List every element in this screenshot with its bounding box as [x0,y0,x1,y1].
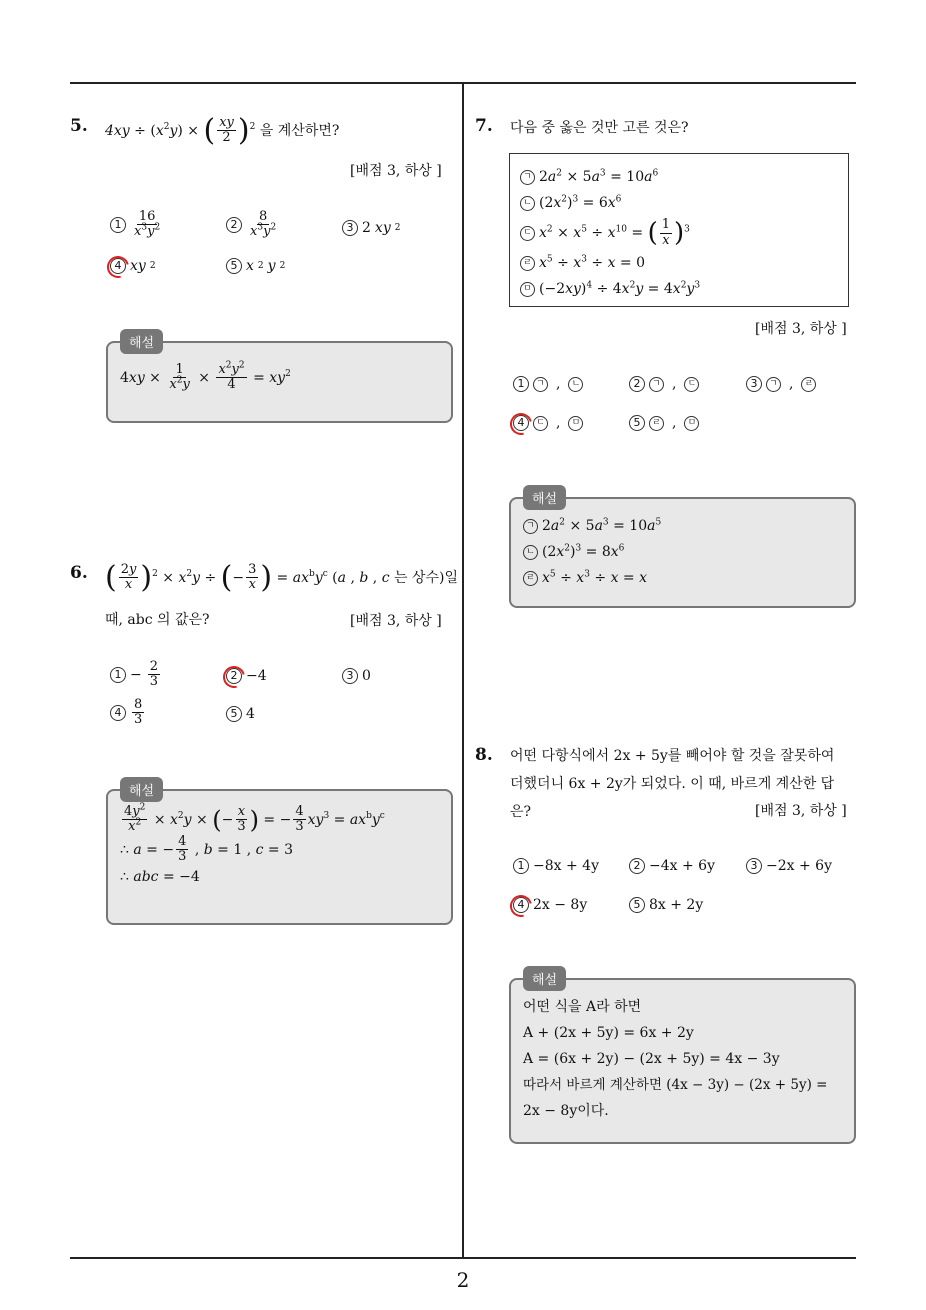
q6-solution-line2: ∴ a = − $\frac{4}{3}$ , b = 1 , c = 3 [120,833,293,864]
q6-choice-3[interactable]: 3 0 [342,668,371,684]
q8-number: 8. [475,745,493,765]
solution-tag: 해설 [120,777,163,802]
q8-solution-line1: 어떤 식을 A라 하면 [523,999,642,1015]
q7-item-2: ㄴ $(2x^2)^3 = 6x^6$ [520,190,838,216]
q8-solution-line4: 따라서 바르게 계산하면 (4x − 3y) − (2x + 5y) = [523,1077,828,1093]
q8-solution-box [509,973,856,1144]
solution-tag: 해설 [523,966,566,991]
q7-solution-line2: ㄴ $(2x^2)^3 = 8x^6$ [523,539,842,565]
solution-tag: 해설 [523,485,566,510]
q6-solution-line1: $\frac{4y^2}{x^2}$ × $x^2y$ × (− $\frac{x}{3}$ ) = − $\frac{4}{3}$ $xy^3 = ax^by^c$ [124,802,385,835]
q6-question-line1: ( $\frac{2y}{x}$ )$^2 \times x^2y$ ÷ (− $\frac{3}{x}$ ) = $ax^by^c$ (a , b , c 는 상수)일 [105,559,459,595]
q8-score: [배점 3, 하상 ] [755,803,847,819]
q5-solution-box [106,336,453,423]
q7-solution-box [509,492,856,608]
answer-mark [506,891,536,921]
q5-choice-3[interactable]: 3 2 xy 2 [342,220,400,236]
q5-choice-4[interactable]: 4 xy 2 [110,258,156,274]
q7-solution-line1: ㄱ $2a^2 \times 5a^3 = 10a^5$ [523,513,842,539]
q6-question-line2: 때, abc 의 값은? [105,612,210,628]
q5-score: [배점 3, 하상 ] [350,163,442,179]
q5-choice-1[interactable]: 1 $\frac{16}{x^3y^2}$ [110,210,164,240]
q7-items-box [509,153,849,307]
answer-mark [103,252,133,282]
page-number: 2 [456,1268,470,1292]
q8-question-line2: 더했더니 6x + 2y가 되었다. 이 때, 바르게 계산한 답 [510,776,835,792]
q7-choice-1[interactable]: 1 ㄱ , ㄴ [513,376,587,392]
q6-choice-5[interactable]: 5 4 [226,706,255,722]
q7-choice-5[interactable]: 5 ㄹ , ㅁ [629,415,703,431]
q8-choice-1[interactable]: 1 −8x + 4y [513,858,599,874]
bottom-rule [70,1257,856,1259]
q7-item-1: ㄱ $2a^2 \times 5a^3 = 10a^6$ [520,164,838,190]
q7-choice-4[interactable]: 4 ㄷ , ㅁ [513,415,587,431]
q6-choice-2[interactable]: 2 −4 [226,668,267,684]
q6-solution-line3: ∴ abc = −4 [120,869,200,886]
answer-mark [506,409,536,439]
q8-question-line3: 은? [510,804,532,820]
q8-solution-line5: 2x − 8y이다. [523,1103,609,1119]
q6-score: [배점 3, 하상 ] [350,613,442,629]
q5-question: $4xy \div (x^2y)$ × ( $\frac{xy}{2}$ )$^2$ 을 계산하면? [105,112,340,148]
q5-choice-2[interactable]: 2 $\frac{8}{x^3y^2}$ [226,210,280,240]
solution-tag: 해설 [120,329,163,354]
q7-question: 다음 중 옳은 것만 고른 것은? [510,120,689,136]
q7-item-5: ㅁ $(-2xy)^4 \div 4x^2y = 4x^2y^3$ [520,276,838,302]
q5-number: 5. [70,116,88,136]
q6-choice-1[interactable]: 1 − $\frac{2}{3}$ [110,660,162,690]
q5-choice-5[interactable]: 5 x 2 y 2 [226,258,285,274]
q7-choice-3[interactable]: 3 ㄱ , ㄹ [746,376,820,392]
q8-solution-line2: A + (2x + 5y) = 6x + 2y [523,1025,694,1041]
column-divider [462,83,464,1258]
q8-question-line1: 어떤 다항식에서 2x + 5y를 빼어야 할 것을 잘못하여 [510,748,835,764]
q7-choice-2[interactable]: 2 ㄱ , ㄷ [629,376,703,392]
q7-solution-line3: ㄹ $x^5 \div x^3 \div x = x$ [523,565,842,591]
q7-number: 7. [475,116,493,136]
q7-item-3: ㄷ $x^2 \times x^5 \div x^{10}$ = ( $\frac{1}{x}$ )$^3$ [520,216,838,250]
q8-choice-2[interactable]: 2 −4x + 6y [629,858,715,874]
q6-solution-box [106,784,453,925]
q8-solution-line3: A = (6x + 2y) − (2x + 5y) = 4x − 3y [523,1051,780,1067]
answer-mark [219,662,249,692]
q8-choice-5[interactable]: 5 8x + 2y [629,897,703,913]
q6-number: 6. [70,563,88,583]
q8-choice-4[interactable]: 4 2x − 8y [513,897,587,913]
q6-choice-4[interactable]: 4 $\frac{8}{3}$ [110,698,146,728]
q5-solution-line: 4xy × $\frac{1}{x^2y}$ × $\frac{x^2y^2}{4}$ = $xy^2$ [120,360,291,393]
q8-choice-3[interactable]: 3 −2x + 6y [746,858,832,874]
q7-score: [배점 3, 하상 ] [755,321,847,337]
q7-item-4: ㄹ $x^5 \div x^3 \div x = 0$ [520,250,838,276]
